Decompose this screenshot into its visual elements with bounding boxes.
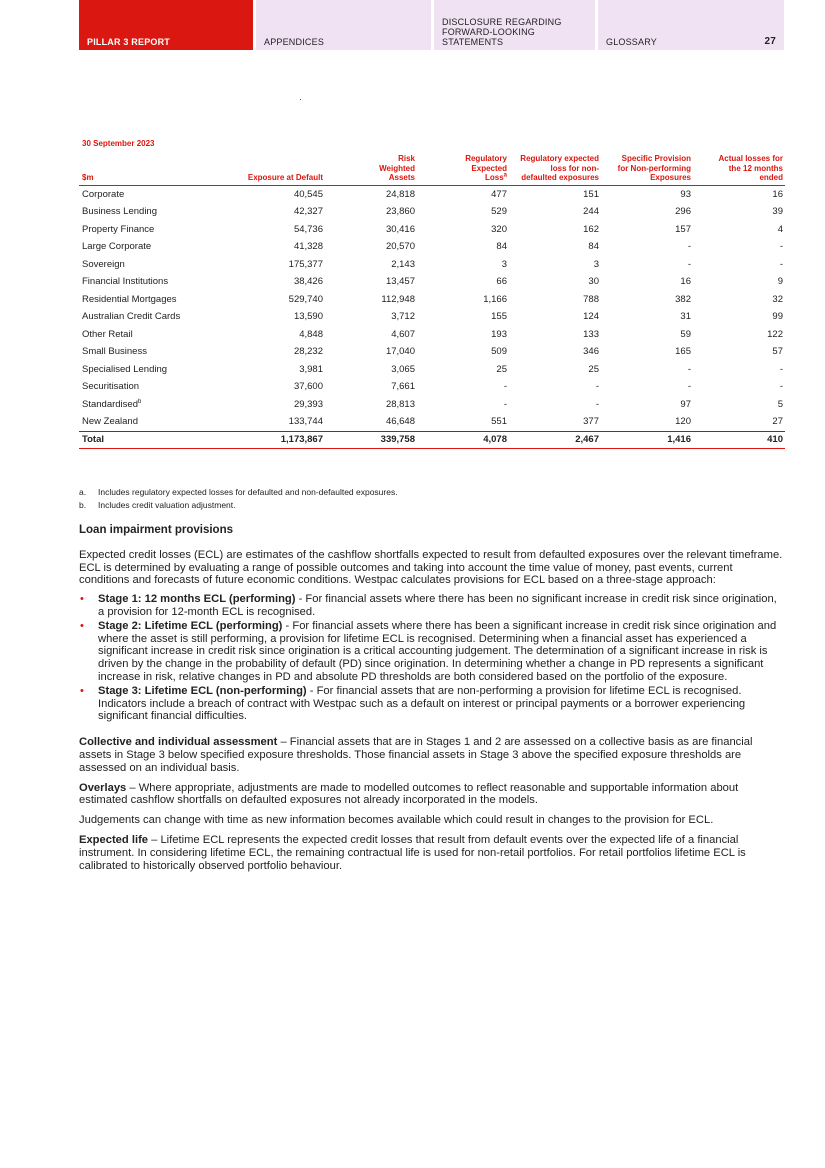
cell-value: 551 (491, 416, 507, 428)
collective-paragraph: Collective and individual assessment – Financial assets that are in Stages 1 and 2 are assessed on a collective basis as are financial assets in Stage 3 below specified exposure thresholds. Those financial assets in Stage 3 above the specified exposure thresholds are assessed on an individual basis. (79, 736, 753, 774)
cell-value: 3,712 (391, 311, 415, 323)
table-row (79, 185, 785, 203)
cell-value: - (779, 381, 783, 393)
cell-value: 320 (491, 223, 507, 235)
cell-value: 42,327 (293, 206, 323, 218)
cell-value: - (687, 241, 691, 253)
column-header: Risk Weighted Assets (325, 154, 417, 185)
cell-value: 346 (583, 346, 599, 358)
cell-value: 27 (772, 416, 783, 428)
tab-label: GLOSSARY (606, 37, 657, 47)
table-row (79, 221, 785, 239)
footnote: b. Includes credit valuation adjustment. (79, 499, 236, 510)
cell-value: 339,758 (325, 431, 417, 448)
cell-value: 54,736 (293, 223, 323, 235)
table-row (79, 343, 785, 361)
cell-value: 3 (593, 258, 599, 270)
cell-value: 529,740 (288, 293, 323, 305)
cell-value: 382 (675, 293, 691, 305)
column-header: Regulatory expected loss for non-defaulted exposures (509, 154, 601, 185)
table-row (79, 413, 785, 431)
credit-risk-table (79, 154, 785, 449)
header-nav (79, 0, 784, 50)
cell-value: 133,744 (288, 416, 323, 428)
footnotes (79, 486, 398, 511)
table-row (79, 396, 785, 414)
table-row (79, 308, 785, 326)
row-label: Corporate (82, 188, 125, 200)
table-row (79, 361, 785, 379)
cell-value: - (687, 363, 691, 375)
cell-value: 41,328 (293, 241, 323, 253)
table-row (79, 378, 785, 396)
cell-value: 133 (583, 328, 599, 340)
list-item: • Stage 2: Lifetime ECL (performing) - For financial assets where there has been a significant increase in credit risk since origination and where the asset is still performing, a provision for lifetime ECL is recognised. Determining when a financial asset has experienced a significant increase in credit risk since origination is a critical accounting judgement. The determination of a significant increase in risk is driven by the change in the probability of default (PD) since origination. In determining whether a change in PD represents a significant increase in risk, relative changes in PD and absolute PD thresholds are both considered based on the portfolio of the exposure. (79, 620, 784, 684)
tab-label: DISCLOSURE REGARDING FORWARD-LOOKING STATEMENTS (442, 17, 562, 47)
column-header: Exposure at Default (239, 154, 325, 185)
cell-value: 32 (772, 293, 783, 305)
cell-value: 13,590 (293, 311, 323, 323)
cell-value: 28,232 (293, 346, 323, 358)
cell-value: 529 (491, 206, 507, 218)
cell-value: 16 (680, 276, 691, 288)
tab-pillar-3-report[interactable] (79, 0, 253, 50)
cell-value: 17,040 (385, 346, 415, 358)
stages-list (79, 593, 784, 723)
cell-value: 31 (680, 311, 691, 323)
cell-value: 1,166 (483, 293, 507, 305)
cell-value: 25 (496, 363, 507, 375)
cell-value: 788 (583, 293, 599, 305)
cell-value: - (503, 398, 507, 410)
cell-value: 377 (583, 416, 599, 428)
column-header: Specific Provision for Non-performing Exposures (601, 154, 693, 185)
cell-value: 4,078 (417, 431, 509, 448)
list-item: • Stage 1: 12 months ECL (performing) - For financial assets where there has been no significant increase in credit risk since origination, a provision for 12-month ECL is recognised. (79, 593, 784, 619)
cell-value: 24,818 (385, 188, 415, 200)
cell-value: 122 (767, 328, 783, 340)
list-item: • Stage 3: Lifetime ECL (non-performing) - For financial assets that are non-performing a provision for lifetime ECL is recognised. Indicators include a breach of contract with Westpac such as a default on interest or principal payments or a borrower experiencing significant financial difficulties. (79, 685, 784, 723)
cell-value: 84 (588, 241, 599, 253)
cell-value: 39 (772, 206, 783, 218)
cell-value: 3,065 (391, 363, 415, 375)
cell-value: 13,457 (385, 276, 415, 288)
row-label: Other Retail (82, 328, 133, 340)
cell-value: 175,377 (288, 258, 323, 270)
row-label: Property Finance (82, 223, 155, 235)
row-label: Financial Institutions (82, 276, 169, 288)
cell-value: 4 (777, 223, 783, 235)
cell-value: 112,948 (381, 293, 415, 305)
tab-label: PILLAR 3 REPORT (87, 37, 171, 47)
cell-value: 46,648 (385, 416, 415, 428)
row-label: Securitisation (82, 381, 140, 393)
column-header: Actual losses for the 12 months ended (693, 154, 785, 185)
cell-value: 37,600 (293, 381, 323, 393)
cell-value: 124 (583, 311, 599, 323)
cell-value: 25 (588, 363, 599, 375)
cell-value: 296 (675, 206, 691, 218)
cell-value: 66 (496, 276, 507, 288)
table-row (79, 203, 785, 221)
cell-value: 1,173,867 (239, 431, 325, 448)
cell-value: - (595, 398, 599, 410)
cell-value: 155 (491, 311, 507, 323)
row-label: Large Corporate (82, 241, 152, 253)
intro-paragraph: Expected credit losses (ECL) are estimates of the cashflow shortfalls expected to result from defaulted exposures over the relevant timeframe. ECL is determined by evaluating a range of possible outcomes and taking into account the time value of money, past events, current conditions and forecasts of future economic conditions. Westpac calculates provisions for ECL based on a three-stage approach: (79, 548, 783, 587)
table-header-row (79, 154, 785, 185)
table-date-label: 30 September 2023 (82, 139, 155, 148)
cell-value: 30 (588, 276, 599, 288)
row-label: Business Lending (82, 206, 157, 218)
cell-value: 29,393 (293, 398, 323, 410)
cell-value: 509 (491, 346, 507, 358)
row-label: Total (79, 431, 239, 448)
cell-value: - (595, 381, 599, 393)
row-label: Australian Credit Cards (82, 311, 181, 323)
cell-value: 4,607 (391, 328, 415, 340)
cell-value: 3 (501, 258, 507, 270)
cell-value: 38,426 (293, 276, 323, 288)
cell-value: 40,545 (293, 188, 323, 200)
cell-value: - (503, 381, 507, 393)
cell-value: 410 (693, 431, 785, 448)
cell-value: - (687, 381, 691, 393)
table-row (79, 273, 785, 291)
cell-value: - (779, 241, 783, 253)
cell-value: 16 (772, 188, 783, 200)
cell-value: 2,467 (509, 431, 601, 448)
table-total-row (79, 431, 785, 448)
cell-value: 151 (583, 188, 599, 200)
table-row (79, 238, 785, 256)
cell-value: 157 (675, 223, 691, 235)
cell-value: 93 (680, 188, 691, 200)
cell-value: 244 (583, 206, 599, 218)
tab-label: APPENDICES (264, 37, 325, 47)
cell-value: 2,143 (391, 258, 415, 270)
cell-value: 162 (583, 223, 599, 235)
cell-value: 30,416 (385, 223, 415, 235)
row-label: New Zealand (82, 416, 138, 428)
cell-value: 5 (777, 398, 783, 410)
column-header: Regulatory Expected Loss$^a$ (417, 154, 509, 185)
cell-value: - (779, 258, 783, 270)
tab-glossary[interactable] (598, 0, 784, 50)
cell-value: 97 (680, 398, 691, 410)
cell-value: 165 (675, 346, 691, 358)
cell-value: 3,981 (299, 363, 323, 375)
table-row (79, 256, 785, 274)
loan-impairment-section (79, 524, 784, 879)
cell-value: 9 (777, 276, 783, 288)
tab-appendices[interactable] (256, 0, 431, 50)
cell-value: 99 (772, 311, 783, 323)
row-label: Sovereign (82, 258, 125, 270)
page-number: 27 (764, 36, 776, 47)
cell-value: 59 (680, 328, 691, 340)
cell-value: 57 (772, 346, 783, 358)
cell-value: 120 (675, 416, 691, 428)
row-label: Residential Mortgages (82, 293, 177, 305)
expected-life-paragraph: Expected life – Lifetime ECL represents the expected credit losses that result from default events over the expected life of a financial instrument. In considering lifetime ECL, the remaining contractual life is used for non-retail portfolios. For retail portfolios lifetime ECL is calibrated to historically observed portfolio behaviour. (79, 833, 746, 872)
row-label: Specialised Lending (82, 363, 168, 375)
tab-disclosure-forward-looking[interactable] (434, 0, 595, 50)
cell-value: 23,860 (385, 206, 415, 218)
cell-value: 7,661 (391, 381, 415, 393)
overlays-paragraph: Overlays – Where appropriate, adjustments are made to modelled outcomes to reflect reasonable and supportable information about estimated cashflow shortfalls on defaulted exposures not already incorporated in the models. (79, 781, 739, 807)
cell-value: 4,848 (299, 328, 323, 340)
cell-value: 28,813 (385, 398, 415, 410)
cell-value: - (779, 363, 783, 375)
cell-value: 477 (491, 188, 507, 200)
footnote: a. Includes regulatory expected losses for defaulted and non-defaulted exposures. (79, 487, 398, 497)
stray-dot (300, 99, 301, 100)
cell-value: 84 (496, 241, 507, 253)
judgements-paragraph: Judgements can change with time as new information becomes available which could result in changes to the provision for ECL. (79, 814, 714, 827)
table-row (79, 326, 785, 344)
cell-value: - (687, 258, 691, 270)
row-label: Small Business (82, 346, 147, 358)
section-heading: Loan impairment provisions (79, 524, 233, 536)
column-header: $m (79, 154, 239, 185)
table-row (79, 291, 785, 309)
cell-value: 193 (491, 328, 507, 340)
cell-value: 20,570 (385, 241, 415, 253)
row-label: Standardised$^b$ (82, 398, 142, 410)
cell-value: 1,416 (601, 431, 693, 448)
